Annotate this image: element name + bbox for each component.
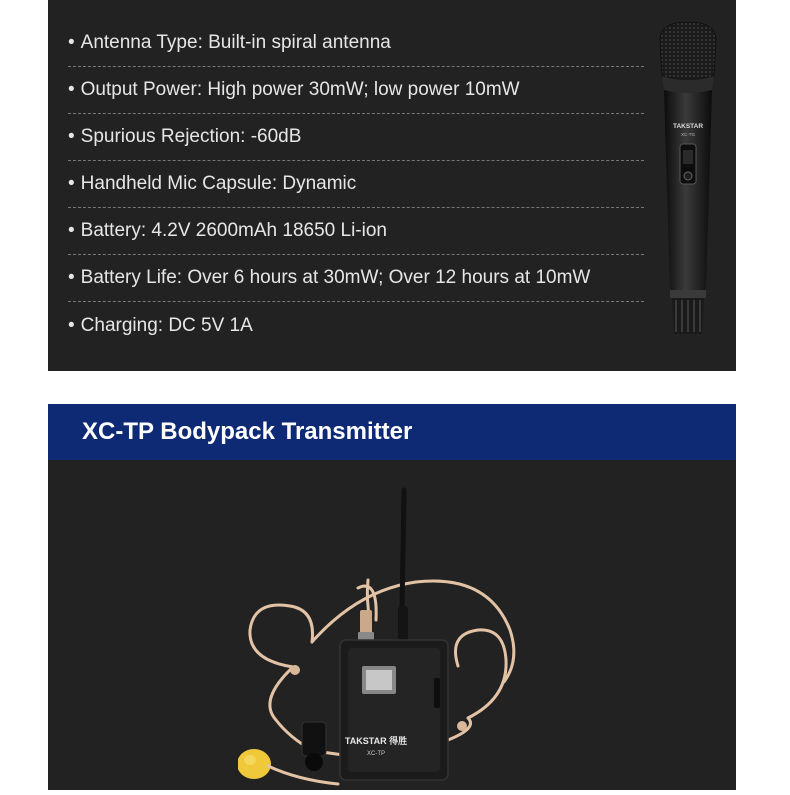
spec-list <box>68 20 644 349</box>
bullet: • <box>68 173 75 194</box>
spec-item <box>68 67 644 114</box>
bullet: • <box>68 267 75 288</box>
spec-panel <box>48 0 736 371</box>
mic-brand-label: TAKSTAR <box>672 123 704 130</box>
spec-text: Battery: 4.2V 2600mAh 18650 Li-ion <box>80 220 387 241</box>
bullet: • <box>68 314 75 336</box>
handheld-microphone-image <box>648 18 728 338</box>
bullet: • <box>68 126 75 147</box>
bodypack-transmitter-icon <box>238 470 558 790</box>
bullet: • <box>68 32 75 53</box>
spec-item <box>68 20 644 67</box>
bodypack-brand-label: TAKSTAR 得胜 <box>344 736 408 746</box>
spec-text: Battery Life: Over 6 hours at 30mW; Over 12 hours at 10mW <box>80 267 591 288</box>
spec-item <box>68 208 644 255</box>
spec-text: Spurious Rejection: -60dB <box>80 126 302 147</box>
handheld-microphone-icon <box>648 18 728 338</box>
spec-item <box>68 114 644 161</box>
bodypack-model-label: XC-TP <box>367 751 385 757</box>
bodypack-transmitter-image <box>238 470 558 790</box>
bullet: • <box>68 79 75 100</box>
section-title: XC-TP Bodypack Transmitter <box>82 418 413 445</box>
bodypack-panel <box>48 460 736 790</box>
mic-model-label: XC-TG <box>681 132 695 137</box>
spec-text: Output Power: High power 30mW; low power 10mW <box>80 79 520 100</box>
spec-item <box>68 161 644 208</box>
spec-text: Handheld Mic Capsule: Dynamic <box>80 173 357 194</box>
spec-item <box>68 255 644 302</box>
spec-text: Charging: DC 5V 1A <box>80 314 253 336</box>
bullet: • <box>68 220 75 241</box>
section-header <box>48 404 736 460</box>
spec-text: Antenna Type: Built-in spiral antenna <box>80 32 391 53</box>
spec-item <box>68 302 644 349</box>
